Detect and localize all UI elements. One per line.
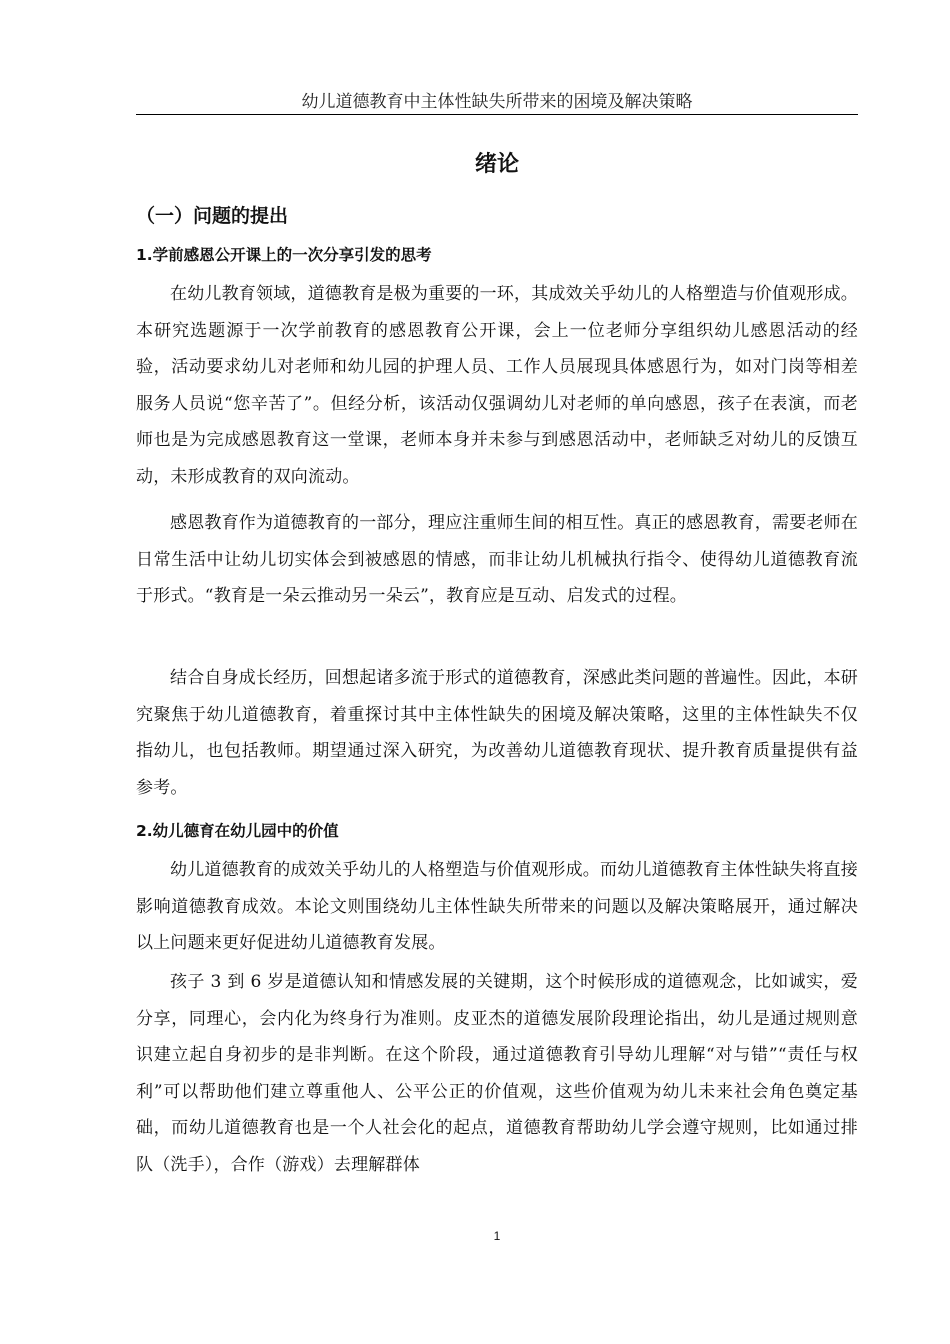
page-number: 1 (493, 1229, 501, 1243)
subsection-heading-1: 1.学前感恩公开课上的一次分享引发的思考 (136, 246, 432, 264)
section-heading: （一）问题的提出 (136, 205, 289, 227)
body-paragraph-2: 感恩教育作为道德教育的一部分，理应注重师生间的相互性。真正的感恩教育，需要老师在日常生活中让幼儿切实体会到被感恩的情感，而非让幼儿机械执行指令、使得幼儿道德教育流于形式。“教育是一朵云推动另一朵云”，教育应是互动、启发式的过程。 (136, 513, 858, 607)
body-paragraph-1: 在幼儿教育领域，道德教育是极为重要的一环，其成效关乎幼儿的人格塑造与价值观形成。本研究选题源于一次学前教育的感恩教育公开课，会上一位老师分享组织幼儿感恩活动的经验，活动要求幼儿对老师和幼儿园的护理人员、工作人员展现具体感恩行为，如对门岗等相差服务人员说“您辛苦了”。但经分析，该活动仅强调幼儿对老师的单向感恩，孩子在表演，而老师也是为完成感恩教育这一堂课，老师本身并未参与到感恩活动中，老师缺乏对幼儿的反馈互动，未形成教育的双向流动。 (136, 284, 858, 487)
running-header: 幼儿道德教育中主体性缺失所带来的困境及解决策略 (301, 92, 693, 112)
subsection-heading-2: 2.幼儿德育在幼儿园中的价值 (136, 822, 339, 840)
header-rule (136, 114, 858, 115)
body-paragraph-4: 幼儿道德教育的成效关乎幼儿的人格塑造与价值观形成。而幼儿道德教育主体性缺失将直接影响道德教育成效。本论文则围绕幼儿主体性缺失所带来的问题以及解决策略展开，通过解决以上问题来更好促进幼儿道德教育发展。 (136, 860, 858, 954)
chapter-title: 绪论 (474, 152, 519, 177)
body-paragraph-3: 结合自身成长经历，回想起诸多流于形式的道德教育，深感此类问题的普遍性。因此，本研究聚焦于幼儿道德教育，着重探讨其中主体性缺失的困境及解决策略，这里的主体性缺失不仅指幼儿，也包括教师。期望通过深入研究，为改善幼儿道德教育现状、提升教育质量提供有益参考。 (136, 668, 858, 798)
body-paragraph-5: 孩子 3 到 6 岁是道德认知和情感发展的关键期，这个时候形成的道德观念，比如诚实，爱分享，同理心，会内化为终身行为准则。皮亚杰的道德发展阶段理论指出，幼儿是通过规则意识建立起自身初步的是非判断。在这个阶段，通过道德教育引导幼儿理解“对与错”“责任与权利”可以帮助他们建立尊重他人、公平公正的价值观，这些价值观为幼儿未来社会角色奠定基础，而幼儿道德教育也是一个人社会化的起点，道德教育帮助幼儿学会遵守规则，比如通过排队（洗手），合作（游戏）去理解群体 (136, 972, 858, 1175)
